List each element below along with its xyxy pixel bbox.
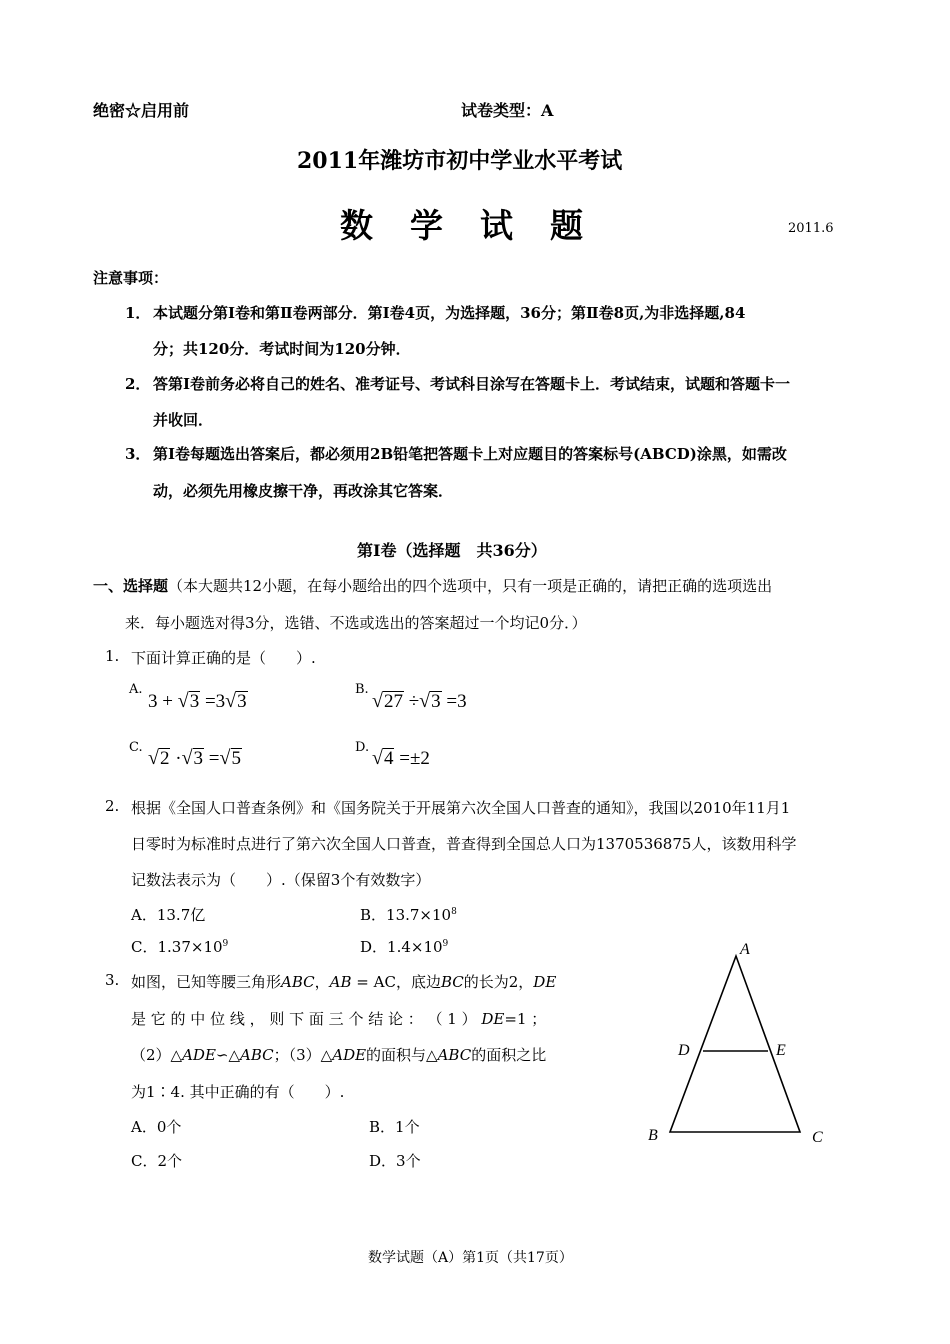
q2-line: 日零时为标准时点进行了第六次全国人口普查，普查得到全国总人口为1370536875人，该数用科学 (131, 835, 797, 853)
q3-line: 为1∶4. 其中正确的有（ ）. (131, 1083, 345, 1101)
q2-line: 根据《全国人口普查条例》和《国务院关于开展第六次全国人口普查的通知》，我国以2010年11月1 (131, 799, 791, 817)
notice-line: 答第Ⅰ卷前务必将自己的姓名、准考证号、考试科目涂写在答题卡上．考试结束，试题和答题卡一 (153, 375, 791, 393)
q1-option-d: √4 =±2 (372, 747, 430, 769)
notice-line: 动，必须先用橡皮擦干净，再改涂其它答案． (153, 482, 454, 500)
q2-number: 2. (105, 797, 120, 815)
q2-line: 记数法表示为（ ）.（保留3个有效数字） (131, 871, 431, 889)
part1-intro (93, 575, 772, 596)
q2-option-c: C．$1.37\times 10^9$ (131, 938, 229, 956)
exam-title: 2011年潍坊市初中学业水平考试 (297, 148, 623, 174)
notice-line: 第Ⅰ卷每题选出答案后，都必须用2B铅笔把答题卡上对应题目的答案标号(ABCD)涂黑，如需改 (153, 445, 787, 463)
q3-option-b: B．1个 (369, 1118, 420, 1136)
q1-option-b-label: B. (355, 682, 369, 697)
notice-heading: 注意事项： (93, 269, 169, 287)
part1-desc: （本大题共12小题，在每小题给出的四个选项中，只有一项是正确的，请把正确的选项选出 (168, 577, 773, 595)
q3-line: 是 它 的 中 位 线 ， 则 下 面 三 个 结 论 ： （ 1 ） DE=1 ； (131, 1010, 547, 1028)
notice-num: 1． (125, 304, 151, 322)
secret-label: 绝密☆启用前 (93, 101, 190, 120)
q3-option-a: A．0个 (131, 1118, 182, 1136)
q1-option-d-label: D. (355, 740, 370, 755)
q3-option-d: D．3个 (369, 1152, 421, 1170)
vertex-label-c: C (812, 1129, 823, 1146)
q1-option-a-label: A. (129, 682, 143, 697)
q2-option-d: D．$1.4\times 10^9$ (360, 938, 449, 956)
vertex-label-b: B (648, 1127, 658, 1144)
q1-number: 1. (105, 647, 120, 665)
vertex-label-a: A (740, 941, 750, 958)
q2-option-a: A．13.7亿 (131, 906, 206, 924)
q2-option-b: B．$13.7\times 10^8$ (360, 906, 457, 924)
q3-option-c: C．2个 (131, 1152, 183, 1170)
paper-type: 试卷类型：A (461, 101, 554, 120)
triangle-figure (640, 935, 840, 1155)
part1-desc-cont: 来．每小题选对得3分，选错、不选或选出的答案超过一个均记0分．） (125, 614, 587, 632)
notice-line: 并收回． (153, 411, 214, 429)
q3-number: 3. (105, 971, 120, 989)
page-footer: 数学试题（A）第1页（共17页） (368, 1250, 573, 1266)
exam-date: 2011.6 (788, 221, 834, 236)
notice-num: 3． (125, 445, 151, 463)
q3-line: （2）△ADE∽△ABC；（3）△ADE的面积与△ABC的面积之比 (131, 1046, 547, 1064)
part1-label: 一、选择题 (93, 577, 169, 595)
q1-option-a: 3 + √3 =3√3 (148, 690, 247, 712)
section-title: 第Ⅰ卷（选择题 共36分） (357, 541, 547, 560)
notice-line: 分；共120分．考试时间为120分钟． (153, 340, 411, 358)
notice-num: 2． (125, 375, 151, 393)
subject-title: 数 学 试 题 (340, 206, 585, 245)
q1-option-b: √27 ÷√3 =3 (372, 690, 467, 712)
vertex-label-e: E (776, 1042, 786, 1059)
vertex-label-d: D (678, 1042, 690, 1059)
q3-line: 如图，已知等腰三角形ABC，AB = AC，底边BC的长为2，DE (131, 973, 557, 991)
q1-stem: 下面计算正确的是（ ）. (131, 649, 316, 667)
notice-line: 本试题分第Ⅰ卷和第Ⅱ卷两部分．第Ⅰ卷4页，为选择题，36分；第Ⅱ卷8页,为非选择题,84 (153, 304, 746, 322)
q1-option-c-label: C. (129, 740, 143, 755)
q1-option-c: √2 ·√3 =√5 (148, 747, 241, 769)
